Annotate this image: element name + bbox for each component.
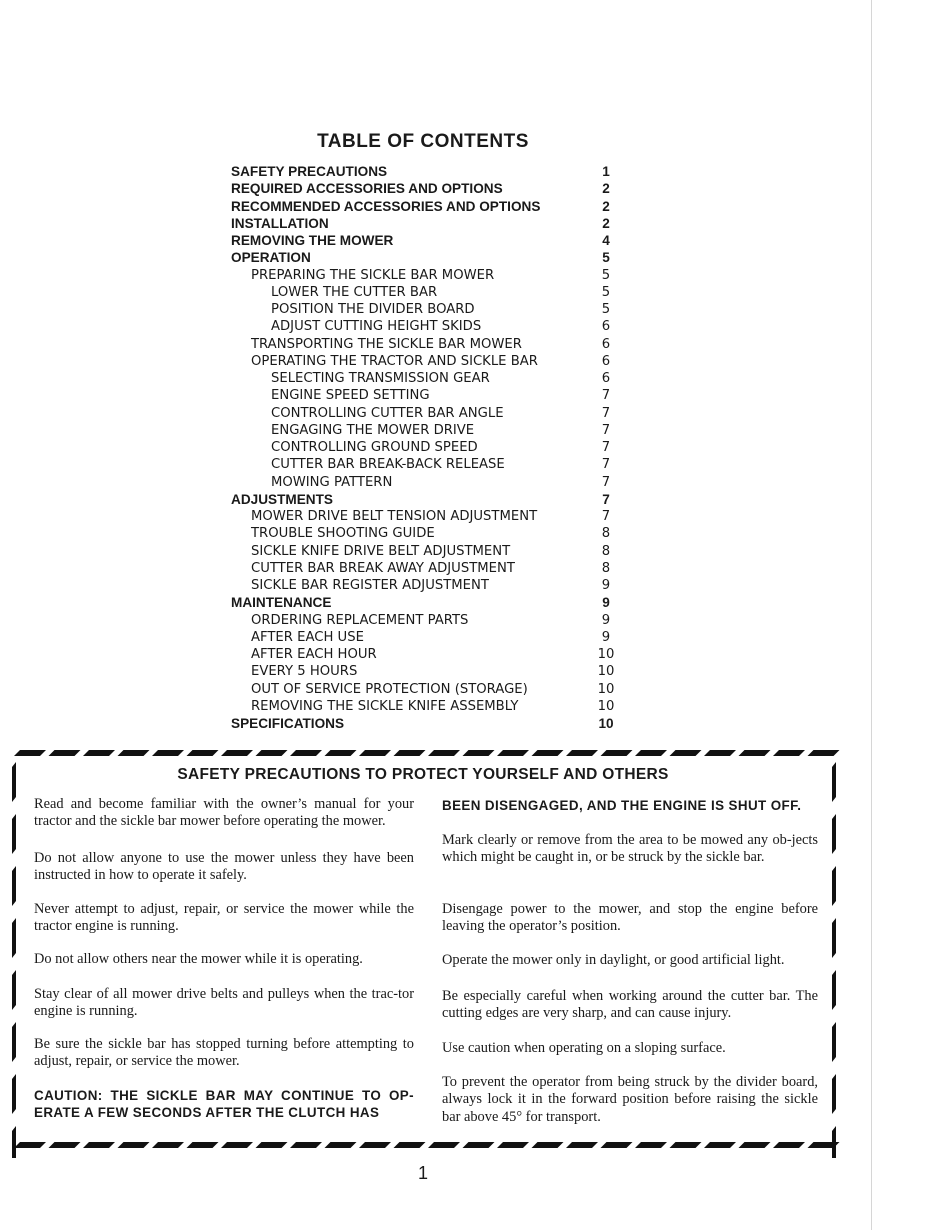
toc-entry [231, 318, 631, 335]
toc-entry-page: 7 [601, 422, 611, 438]
toc-entry [231, 474, 631, 491]
toc-entry [231, 698, 631, 715]
safety-paragraph: To prevent the operator from being struck by the divider board, always lock it in the forward position before raising the sickle bar above 45° for transport. [442, 1074, 818, 1125]
safety-caution-continued: BEEN DISENGAGED, AND THE ENGINE IS SHUT OFF. [442, 798, 802, 813]
page-edge-line [871, 0, 872, 1230]
toc-entry [231, 249, 631, 266]
toc-entry-text: MAINTENANCE [231, 595, 332, 611]
toc-entry-text: ORDERING REPLACEMENT PARTS [251, 612, 469, 628]
toc-entry-page: 6 [601, 336, 611, 352]
toc-entry [231, 284, 631, 301]
toc-entry-page: 5 [601, 284, 611, 300]
toc-entry-page: 5 [602, 250, 610, 266]
toc-entry-text: SPECIFICATIONS [231, 716, 345, 731]
toc-entry [231, 646, 631, 663]
toc-entry [231, 267, 631, 284]
toc-entry-text: LOWER THE CUTTER BAR [271, 284, 438, 300]
toc-entry-page: 10 [598, 716, 614, 731]
toc-entry-page: 8 [601, 543, 611, 559]
toc-entry-page: 10 [597, 681, 615, 697]
toc-entry-page: 6 [601, 371, 611, 386]
toc-entry-text: CUTTER BAR BREAK-BACK RELEASE [271, 457, 505, 473]
safety-paragraph: Be sure the sickle bar has stopped turning before attempting to adjust, repair, or service the mower. [34, 1036, 414, 1070]
toc-entry-text: CONTROLLING CUTTER BAR ANGLE [271, 405, 504, 421]
toc-entry-page: 8 [601, 560, 611, 576]
toc-entry-text: EVERY 5 HOURS [251, 664, 358, 680]
toc-entry [231, 336, 631, 353]
toc-entry-text: AFTER EACH HOUR [251, 647, 377, 662]
toc-entry-page: 2 [602, 198, 610, 214]
toc-entry-text: OPERATION [231, 250, 311, 266]
toc-entry [231, 370, 631, 387]
toc-entry-text: MOWER DRIVE BELT TENSION ADJUSTMENT [251, 509, 538, 524]
safety-paragraph: Read and become familiar with the owner’s manual for your tractor and the sickle bar mower before operating the mower. [34, 796, 414, 830]
toc-entry-page: 5 [601, 302, 611, 317]
toc-entry [231, 215, 631, 232]
toc-entry-text: SICKLE BAR REGISTER ADJUSTMENT [251, 578, 489, 593]
safety-title: SAFETY PRECAUTIONS TO PROTECT YOURSELF AND OTHERS [177, 766, 669, 783]
toc-entry [231, 387, 631, 404]
toc-entry [231, 715, 631, 732]
toc-entry-page: 6 [601, 319, 611, 335]
toc-entry-page: 7 [601, 405, 611, 421]
toc-entry-page: 2 [602, 181, 610, 197]
toc-entry [231, 612, 631, 629]
toc-entry-page: 8 [601, 526, 611, 542]
toc-entry-page: 7 [601, 388, 611, 404]
toc-entry-text: MOWING PATTERN [271, 474, 393, 490]
toc-entry [231, 491, 631, 508]
toc-entry [231, 405, 631, 422]
safety-paragraph: Do not allow anyone to use the mower unless they have been instructed in how to operate it safely. [34, 850, 414, 884]
toc-entry-page: 7 [601, 474, 611, 490]
safety-paragraph: Do not allow others near the mower while it is operating. [34, 951, 363, 967]
toc-entry-text: TRANSPORTING THE SICKLE BAR MOWER [251, 336, 522, 352]
toc-entry [231, 525, 631, 542]
toc-entry-text: ENGAGING THE MOWER DRIVE [271, 422, 475, 438]
toc-entry [231, 594, 631, 611]
toc-entry-text: RECOMMENDED ACCESSORIES AND OPTIONS [231, 198, 541, 214]
toc-entry-page: 10 [597, 647, 615, 662]
toc-entry-text: INSTALLATION [231, 215, 329, 231]
toc-title: TABLE OF CONTENTS [317, 131, 529, 152]
page-number: 1 [417, 1163, 428, 1183]
toc-entry [231, 180, 631, 197]
toc-entry-page: 6 [601, 353, 611, 369]
toc-entry [231, 439, 631, 456]
safety-paragraph: Never attempt to adjust, repair, or service the mower while the tractor engine is running. [34, 901, 414, 935]
toc-entry-page: 1 [602, 164, 610, 179]
toc-entry-page: 7 [601, 509, 611, 524]
toc-entry-text: ADJUST CUTTING HEIGHT SKIDS [271, 319, 482, 335]
toc-entry [231, 163, 631, 180]
safety-paragraph: Operate the mower only in daylight, or good artificial light. [442, 952, 785, 968]
toc-entry [231, 301, 631, 318]
toc-entry [231, 422, 631, 439]
safety-paragraph: Stay clear of all mower drive belts and pulleys when the trac-tor engine is running. [34, 986, 414, 1020]
toc-entry [231, 560, 631, 577]
toc-entry [231, 543, 631, 560]
toc-entry-page: 10 [597, 664, 615, 680]
toc-entry [231, 456, 631, 473]
toc-entry [231, 577, 631, 594]
toc-entry-page: 4 [602, 233, 610, 248]
toc-entry-text: POSITION THE DIVIDER BOARD [271, 302, 475, 317]
toc-entry-text: OPERATING THE TRACTOR AND SICKLE BAR [251, 353, 538, 369]
toc-entry-page: 7 [601, 440, 611, 455]
toc-entry-text: CONTROLLING GROUND SPEED [271, 440, 478, 455]
toc-entry-text: REQUIRED ACCESSORIES AND OPTIONS [231, 181, 503, 197]
toc-entry-text: PREPARING THE SICKLE BAR MOWER [251, 267, 495, 283]
toc-entry [231, 629, 631, 646]
toc-entry [231, 681, 631, 698]
toc-entry-text: OUT OF SERVICE PROTECTION (STORAGE) [251, 681, 528, 697]
safety-caution: CAUTION: THE SICKLE BAR MAY CONTINUE TO OP-ERATE A FEW SECONDS AFTER THE CLUTCH HAS [34, 1088, 414, 1121]
toc-entry-text: SELECTING TRANSMISSION GEAR [271, 371, 490, 386]
toc-entry-page: 7 [602, 491, 610, 507]
toc-entry-text: CUTTER BAR BREAK AWAY ADJUSTMENT [251, 560, 515, 576]
toc-entry-page: 9 [601, 629, 611, 645]
safety-paragraph: Disengage power to the mower, and stop the engine before leaving the operator’s position. [442, 901, 818, 935]
toc-entry-page: 7 [601, 457, 611, 473]
safety-paragraph: Mark clearly or remove from the area to be mowed any ob-jects which might be caught in, or be struck by the sickle bar. [442, 832, 818, 866]
toc-entry-text: ADJUSTMENTS [231, 491, 333, 507]
toc-entry [231, 232, 631, 249]
toc-entry [231, 198, 631, 215]
toc-entry [231, 508, 631, 525]
toc-entry-page: 9 [601, 612, 611, 628]
toc-entry [231, 353, 631, 370]
toc-entry-page: 5 [601, 267, 611, 283]
toc-entry-text: REMOVING THE MOWER [231, 233, 394, 248]
toc-entry-text: TROUBLE SHOOTING GUIDE [251, 526, 435, 542]
table-of-contents [231, 163, 631, 732]
toc-entry-text: SICKLE KNIFE DRIVE BELT ADJUSTMENT [251, 543, 511, 559]
toc-entry-page: 2 [602, 215, 610, 231]
toc-entry-text: REMOVING THE SICKLE KNIFE ASSEMBLY [251, 698, 519, 714]
toc-entry-text: AFTER EACH USE [251, 629, 364, 645]
safety-paragraph: Be especially careful when working around the cutter bar. The cutting edges are very sharp, and can cause injury. [442, 988, 818, 1022]
toc-entry-page: 10 [597, 698, 615, 714]
toc-entry-text: SAFETY PRECAUTIONS [231, 164, 388, 179]
toc-entry [231, 663, 631, 680]
toc-entry-text: ENGINE SPEED SETTING [271, 388, 430, 404]
safety-paragraph: Use caution when operating on a sloping surface. [442, 1040, 726, 1056]
toc-entry-page: 9 [601, 578, 611, 593]
toc-entry-page: 9 [602, 595, 610, 611]
